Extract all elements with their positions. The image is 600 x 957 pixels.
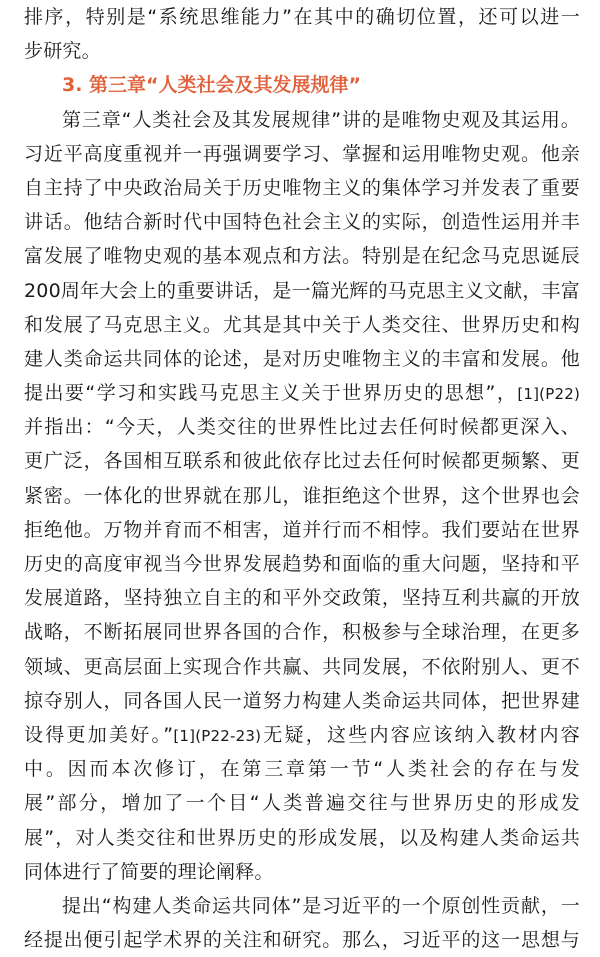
text-line: 并指出：“今天，人类交往的世界性比过去任何时候都更深入、	[24, 416, 580, 439]
text-line-with-citation	[24, 718, 580, 752]
text-line: 讲话。他结合新时代中国特色社会主义的实际，创造性运用并丰	[24, 211, 580, 234]
citation: [1](P22)	[517, 385, 580, 404]
text-line: 历史的高度审视当今世界发展趋势和面临的重大问题，坚持和平	[24, 553, 580, 575]
section-heading: 3. 第三章“人类社会及其发展规律”	[62, 74, 362, 97]
text-line: 经提出便引起学术界的关注和研究。那么，习近平的这一思想与	[24, 929, 580, 952]
text-line: 排序，特别是“系统思维能力”在其中的确切位置，还可以进一	[24, 6, 580, 28]
text-span: 提出要“学习和实践马克思主义关于世界历史的思想”，	[24, 382, 518, 405]
text-line: 自主持了中央政治局关于历史唯物主义的集体学习并发表了重要	[24, 176, 580, 199]
text-span: 无疑，这些内容应该纳入教材内容	[261, 723, 580, 746]
text-line: 第三章“人类社会及其发展规律”讲的是唯物史观及其运用。	[62, 108, 580, 131]
text-line: 习近平高度重视并一再强调要学习、掌握和运用唯物史观。他亲	[24, 142, 580, 165]
citation: [1](P22-23)	[173, 726, 262, 745]
text-line: 中。因而本次修订，在第三章第一节“人类社会的存在与发	[24, 758, 580, 781]
text-line: 掠夺别人，同各国人民一道努力构建人类命运共同体，把世界建	[24, 689, 580, 712]
text-line-with-citation	[24, 376, 580, 410]
text-line: 紧密。一体化的世界就在那儿，谁拒绝这个世界，这个世界也会	[24, 484, 580, 507]
text-line: 同体进行了简要的理论阐释。	[24, 860, 274, 883]
text-line: 和发展了马克思主义。尤其是其中关于人类交往、世界历史和构	[24, 313, 580, 336]
text-line: 战略，不断拓展同世界各国的合作，积极参与全球治理，在更多	[24, 621, 580, 644]
text-line: 发展道路，坚持独立自主的和平外交政策，坚持互利共赢的开放	[24, 587, 580, 610]
text-line: 展”，对人类交往和世界历史的形成发展，以及构建人类命运共	[24, 826, 580, 849]
text-line: 提出“构建人类命运共同体”是习近平的一个原创性贡献，一	[62, 894, 580, 917]
text-line: 更广泛，各国相互联系和彼此依存比过去任何时候都更频繁、更	[24, 450, 580, 473]
text-span: 设得更加美好。”	[24, 723, 174, 746]
text-line: 步研究。	[24, 40, 101, 63]
text-line: 200周年大会上的重要讲话，是一篇光辉的马克思主义文献，丰富	[24, 279, 580, 302]
text-line: 建人类命运共同体的论述，是对历史唯物主义的丰富和发展。他	[24, 347, 580, 370]
text-line: 富发展了唯物史观的基本观点和方法。特别是在纪念马克思诞辰	[24, 245, 580, 268]
text-line: 展”部分，增加了一个目“人类普遍交往与世界历史的形成发	[24, 792, 580, 815]
text-line: 拒绝他。万物并育而不相害，道并行而不相悖。我们要站在世界	[24, 518, 580, 541]
text-line: 领域、更高层面上实现合作共赢、共同发展，不依附别人、更不	[24, 655, 580, 678]
